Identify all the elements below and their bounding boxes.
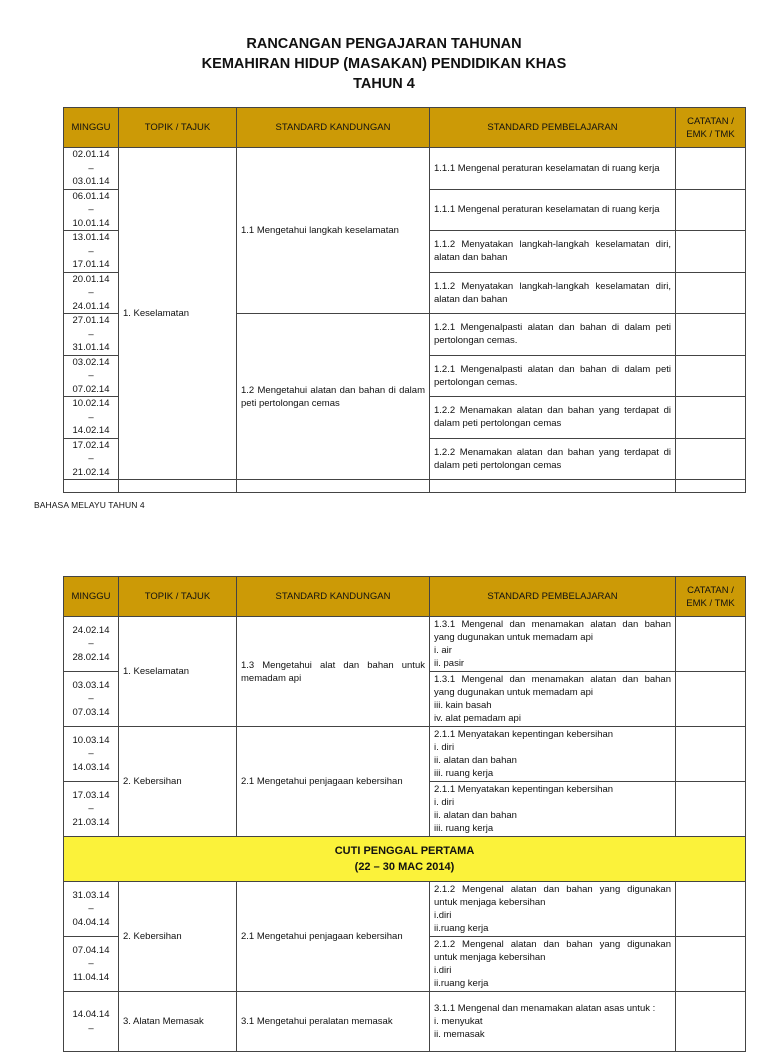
week-dash: – (88, 1022, 94, 1034)
header-minggu: MINGGU (64, 577, 119, 617)
sp-item: i. menyukat (434, 1016, 483, 1027)
sp-item: ii. memasak (434, 1029, 485, 1040)
holiday-title: CUTI PENGGAL PERTAMA (334, 845, 475, 857)
week-dash: – (88, 328, 94, 340)
standard-pembelajaran-cell (430, 992, 676, 1052)
week-dash: – (88, 803, 94, 815)
title-line-1: RANCANGAN PENGAJARAN TAHUNAN (246, 36, 522, 52)
week-dash: – (88, 748, 94, 760)
holiday-dates: (22 – 30 MAC 2014) (354, 861, 455, 873)
standard-pembelajaran-cell (430, 438, 676, 480)
empty-cell (237, 480, 430, 493)
sp-item: ii.ruang kerja (434, 923, 489, 934)
standard-pembelajaran-cell (430, 397, 676, 439)
standard-pembelajaran-cell (430, 727, 676, 782)
week-to: 03.01.14 (72, 176, 110, 187)
table-row (64, 617, 746, 672)
week-dash: – (88, 453, 94, 464)
standard-pembelajaran-cell (430, 314, 676, 356)
catatan-cell (676, 617, 746, 672)
header-catatan: CATATAN / EMK / TMK (676, 108, 746, 148)
header-minggu: MINGGU (64, 108, 119, 148)
week-to: 10.01.14 (72, 217, 110, 229)
topik-cell: 2. Kebersihan (119, 882, 237, 992)
week-from: 10.03.14 (72, 734, 110, 746)
week-dash: – (88, 245, 94, 257)
catatan-cell (676, 189, 746, 231)
standard-kandungan-cell: 1.2 Mengetahui alatan dan bahan di dalam peti pertolongan cemas (237, 314, 430, 480)
week-cell (64, 782, 119, 837)
empty-cell (676, 480, 746, 493)
week-from: 10.02.14 (72, 398, 110, 409)
standard-pembelajaran-cell (430, 272, 676, 314)
week-from: 14.04.14 (72, 1009, 110, 1020)
week-dash: – (88, 958, 94, 970)
week-cell (64, 617, 119, 672)
week-to: 31.01.14 (72, 342, 110, 353)
standard-kandungan-cell: 1.3 Mengetahui alat dan bahan untuk memadam api (237, 617, 430, 727)
header-standard-kandungan: STANDARD KANDUNGAN (237, 577, 430, 617)
title-line-2: KEMAHIRAN HIDUP (MASAKAN) PENDIDIKAN KHAS (201, 56, 567, 72)
standard-pembelajaran-cell (430, 882, 676, 937)
sp-main: 2.1.2 Mengenal alatan dan bahan yang digunakan untuk menjaga kebersihan (434, 884, 671, 908)
catatan-cell (676, 231, 746, 273)
catatan-cell (676, 355, 746, 397)
catatan-cell (676, 782, 746, 837)
sp-text: 1.2.1 Mengenalpasti alatan dan bahan di dalam peti pertolongan cemas. (434, 363, 671, 388)
holiday-row (64, 837, 746, 882)
sp-main: 3.1.1 Mengenal dan menamakan alatan asas untuk : (434, 1003, 656, 1014)
week-from: 03.03.14 (72, 679, 110, 691)
catatan-cell (676, 672, 746, 727)
table-row (64, 148, 746, 190)
header-catatan: CATATAN / EMK / TMK (676, 577, 746, 617)
title-line-3: TAHUN 4 (353, 76, 415, 92)
standard-pembelajaran-cell (430, 937, 676, 992)
table-header-row (64, 108, 746, 148)
topik-cell: 1. Keselamatan (119, 148, 237, 480)
catatan-cell (676, 272, 746, 314)
header-standard-pembelajaran: STANDARD PEMBELAJARAN (430, 108, 676, 148)
week-to: 28.02.14 (72, 651, 110, 663)
standard-kandungan-cell: 2.1 Mengetahui penjagaan kebersihan (237, 882, 430, 992)
footer-note: BAHASA MELAYU TAHUN 4 (34, 500, 145, 510)
week-from: 03.02.14 (72, 356, 110, 368)
holiday-banner (64, 837, 746, 882)
week-cell (64, 272, 119, 314)
week-cell (64, 438, 119, 480)
week-dash: – (88, 903, 94, 915)
week-from: 07.04.14 (72, 944, 110, 956)
week-from: 13.01.14 (72, 232, 110, 243)
sp-item: iii. ruang kerja (434, 823, 494, 834)
lesson-plan-table-1 (63, 107, 746, 493)
week-dash: – (88, 287, 94, 298)
week-cell (64, 882, 119, 937)
sp-item: i.diri (434, 910, 452, 921)
header-standard-kandungan: STANDARD KANDUNGAN (237, 108, 430, 148)
sp-text: 1.1.2 Menyatakan langkah-langkah keselamatan diri, alatan dan bahan (434, 239, 671, 264)
catatan-cell (676, 992, 746, 1052)
empty-cell (430, 480, 676, 493)
standard-pembelajaran-cell (430, 782, 676, 837)
week-from: 02.01.14 (72, 149, 110, 160)
sp-item: i. air (434, 645, 452, 656)
week-cell (64, 314, 119, 356)
week-from: 31.03.14 (72, 889, 110, 901)
week-from: 20.01.14 (72, 273, 110, 285)
week-cell (64, 189, 119, 231)
week-to: 14.02.14 (72, 425, 110, 436)
week-from: 27.01.14 (72, 315, 110, 326)
week-cell (64, 992, 119, 1052)
topik-cell: 3. Alatan Memasak (119, 992, 237, 1052)
table-row (64, 727, 746, 782)
standard-pembelajaran-cell (430, 231, 676, 273)
catatan-cell (676, 882, 746, 937)
topik-cell: 1. Keselamatan (119, 617, 237, 727)
standard-pembelajaran-cell (430, 189, 676, 231)
table-row (64, 992, 746, 1052)
sp-text: 1.2.1 Mengenalpasti alatan dan bahan di dalam peti pertolongan cemas. (434, 322, 671, 347)
empty-cell (119, 480, 237, 493)
catatan-cell (676, 397, 746, 439)
week-to: 14.03.14 (72, 761, 110, 773)
week-to: 11.04.14 (72, 971, 110, 983)
sp-main: 1.3.1 Mengenal dan menamakan alatan dan bahan yang dugunakan untuk memadam api (434, 619, 671, 643)
week-to: 07.03.14 (72, 706, 110, 718)
sp-item: i. diri (434, 797, 455, 808)
lesson-plan-table-2 (63, 576, 746, 1052)
sp-item: i. diri (434, 742, 455, 753)
empty-row (64, 480, 746, 493)
week-from: 06.01.14 (72, 190, 110, 202)
sp-item: ii. alatan dan bahan (434, 810, 517, 821)
sp-item: iv. alat pemadam api (434, 713, 521, 724)
sp-item: iii. ruang kerja (434, 768, 494, 779)
standard-pembelajaran-cell (430, 355, 676, 397)
standard-kandungan-cell: 1.1 Mengetahui langkah keselamatan (237, 148, 430, 314)
sp-main: 2.1.1 Menyatakan kepentingan kebersihan (434, 729, 614, 740)
week-from: 24.02.14 (72, 624, 110, 636)
week-dash: – (88, 693, 94, 705)
week-to: 21.03.14 (72, 816, 110, 828)
week-cell (64, 397, 119, 439)
sp-text: 1.1.1 Mengenal peraturan keselamatan di ruang kerja (434, 162, 660, 174)
catatan-cell (676, 438, 746, 480)
header-topik: TOPIK / TAJUK (119, 108, 237, 148)
document-title (0, 34, 768, 94)
sp-item: ii. pasir (434, 658, 465, 669)
sp-text: 1.2.2 Menamakan alatan dan bahan yang terdapat di dalam peti pertolongan cemas (434, 405, 671, 430)
standard-pembelajaran-cell (430, 617, 676, 672)
week-dash: – (88, 370, 94, 381)
week-to: 24.01.14 (72, 300, 110, 312)
topik-cell: 2. Kebersihan (119, 727, 237, 837)
sp-item: ii. alatan dan bahan (434, 755, 517, 766)
week-dash: – (88, 204, 94, 215)
standard-pembelajaran-cell (430, 148, 676, 190)
sp-item: ii.ruang kerja (434, 978, 489, 989)
week-cell (64, 937, 119, 992)
week-cell (64, 231, 119, 273)
week-dash: – (88, 411, 94, 423)
week-cell (64, 727, 119, 782)
week-dash: – (88, 638, 94, 650)
week-from: 17.02.14 (72, 439, 110, 451)
week-dash: – (88, 162, 94, 174)
week-to: 04.04.14 (72, 916, 110, 928)
standard-kandungan-cell: 2.1 Mengetahui penjagaan kebersihan (237, 727, 430, 837)
table-header-row (64, 577, 746, 617)
table-row (64, 882, 746, 937)
week-cell (64, 148, 119, 190)
sp-item: i.diri (434, 965, 452, 976)
sp-main: 2.1.2 Mengenal alatan dan bahan yang digunakan untuk menjaga kebersihan (434, 939, 671, 963)
catatan-cell (676, 727, 746, 782)
standard-kandungan-cell: 3.1 Mengetahui peralatan memasak (237, 992, 430, 1052)
week-cell (64, 672, 119, 727)
sp-main: 1.3.1 Mengenal dan menamakan alatan dan bahan yang dugunakan untuk memadam api (434, 674, 671, 698)
catatan-cell (676, 314, 746, 356)
empty-cell (64, 480, 119, 493)
header-standard-pembelajaran: STANDARD PEMBELAJARAN (430, 577, 676, 617)
sp-text: 1.2.2 Menamakan alatan dan bahan yang terdapat di dalam peti pertolongan cemas (434, 446, 671, 471)
header-topik: TOPIK / TAJUK (119, 577, 237, 617)
week-cell (64, 355, 119, 397)
sp-item: iii. kain basah (434, 700, 492, 711)
catatan-cell (676, 937, 746, 992)
standard-pembelajaran-cell (430, 672, 676, 727)
sp-text: 1.1.1 Mengenal peraturan keselamatan di ruang kerja (434, 204, 660, 216)
week-to: 17.01.14 (72, 259, 110, 270)
week-to: 21.02.14 (72, 466, 110, 478)
catatan-cell (676, 148, 746, 190)
sp-main: 2.1.1 Menyatakan kepentingan kebersihan (434, 784, 614, 795)
week-from: 17.03.14 (72, 789, 110, 801)
week-to: 07.02.14 (72, 383, 110, 395)
sp-text: 1.1.2 Menyatakan langkah-langkah keselamatan diri, alatan dan bahan (434, 280, 671, 305)
